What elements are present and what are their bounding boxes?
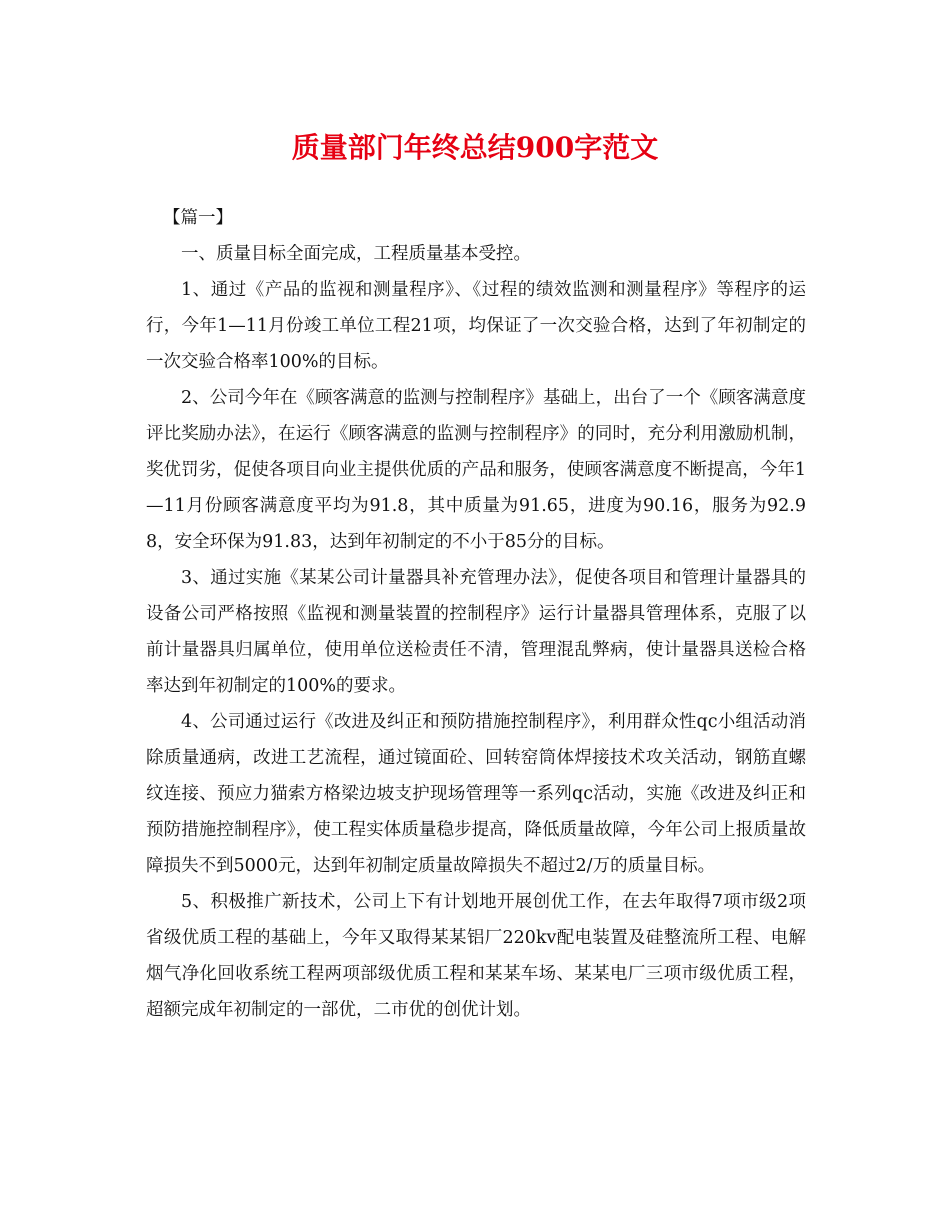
paragraph-item-5: 5、积极推广新技术，公司上下有计划地开展创优工作，在去年取得7项市级2项省级优质工程的基础上，今年又取得某某铝厂220kv配电装置及硅整流所工程、电解烟气净化回收系统工程两项部级优质工程和某某车场、某某电厂三项市级优质工程，超额完成年初制定的一部优，二市优的创优计划。 (146, 892, 806, 1020)
section-heading: 【篇一】 (163, 208, 233, 228)
paragraph-item-1: 1、通过《产品的监视和测量程序》、《过程的绩效监测和测量程序》等程序的运行，今年1—11月份竣工单位工程21项，均保证了一次交验合格，达到了年初制定的一次交验合格率100%的目标。 (146, 280, 806, 372)
document-body (146, 200, 806, 1028)
paragraph-item-4: 4、公司通过运行《改进及纠正和预防措施控制程序》，利用群众性qc小组活动消除质量通病，改进工艺流程，通过镜面砼、回转窑筒体焊接技术攻关活动，钢筋直螺纹连接、预应力猫索方格梁边坡支护现场管理等一系列qc活动，实施《改进及纠正和预防措施控制程序》，使工程实体质量稳步提高，降低质量故障，今年公司上报质量故障损失不到5000元，达到年初制定质量故障损失不超过2/万的质量目标。 (146, 712, 806, 876)
document-title: 质量部门年终总结900字范文 (291, 131, 659, 164)
paragraph-item-3: 3、通过实施《某某公司计量器具补充管理办法》，促使各项目和管理计量器具的设备公司严格按照《监视和测量装置的控制程序》运行计量器具管理体系，克服了以前计量器具归属单位，使用单位送检责任不清，管理混乱弊病，使计量器具送检合格率达到年初制定的100%的要求。 (146, 568, 806, 696)
paragraph-quality-goal: 一、质量目标全面完成，工程质量基本受控。 (181, 244, 531, 264)
paragraph-item-2: 2、公司今年在《顾客满意的监测与控制程序》基础上，出台了一个《顾客满意度评比奖励办法》，在运行《顾客满意的监测与控制程序》的同时，充分利用激励机制，奖优罚劣，促使各项目向业主提供优质的产品和服务，使顾客满意度不断提高，今年1—11月份顾客满意度平均为91.8，其中质量为91.65，进度为90.16，服务为92.98，安全环保为91.83，达到年初制定的不小于85分的目标。 (146, 388, 806, 552)
